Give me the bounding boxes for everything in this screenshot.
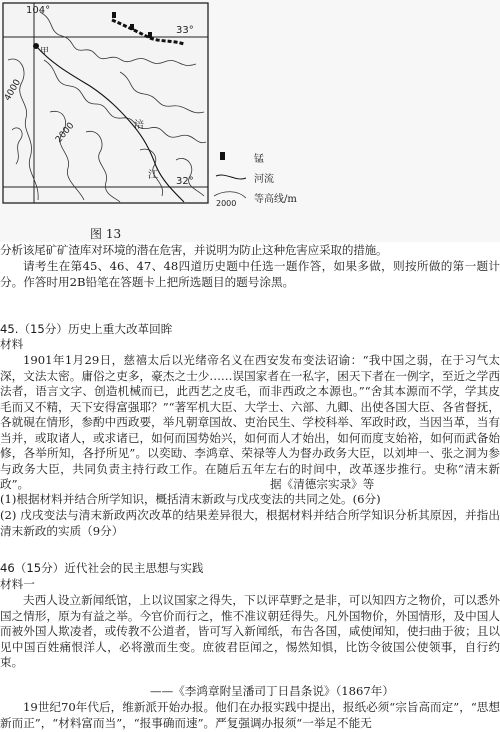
q45-subquestion-2: (2) 戊戌变法与清末新政两次改革的结果差异很大，根据材料并结合所学知识分析其原因，并指出清末新政的实质（9分）: [0, 508, 500, 538]
map-figure-13: [0, 0, 500, 242]
q46-source: ——《李鸿章附呈潘司丁日昌条说》（1867年）: [150, 684, 394, 698]
q46-material-label: 材料一: [0, 577, 35, 591]
river-label-1: 涪: [134, 120, 144, 131]
longitude-label: 104°: [26, 5, 51, 16]
place-marker: [33, 43, 39, 49]
mine-legend-icon: [220, 152, 225, 160]
contour-label-2000: 2000: [54, 121, 77, 145]
q45-source: 据《清德宗实录》等: [270, 477, 375, 491]
contour-legend-value: 2000: [216, 199, 237, 208]
q46-paragraph-2: 19世纪70年代后，维新派开始办报。他们在办报实践中提出，报纸必须“宗旨高而定”，“思想新而正”，“材料富而当”，“报事确而速”。严复强调办报须“一举足不能无: [0, 700, 500, 730]
question-tail: 分析该尾矿矿渣库对环境的潜在危害，并说明为防止这种危害应采取的措施。: [0, 243, 388, 257]
q46-material: [0, 593, 500, 671]
river-legend-label: 河流: [254, 174, 274, 185]
q46-material-text: 夫西人设立新闻纸馆，上以议国家之得失，下以评草野之是非，可以知四方之物价，可以悉外国之情形，原为有益之举。今官价而行之，惟不准议朝廷得失。凡外国物价，外国情形，及中国人而被外国人欺凌者，或传教不公道者，皆可写入新闻纸，布告各国，咸使闻知，使扫曲于彼；且以见中国百姓痛恨洋人，必将激而生变。庶彼君臣闻之，惕然知惧，比饬令彼国公使领事，自行约束。: [0, 593, 500, 669]
latitude-label-33: 33°: [176, 25, 194, 36]
q46-paragraph-2-block: [0, 700, 500, 731]
place-label: 甲: [40, 47, 50, 57]
q45-subquestion-1: (1)根据材料并结合所学知识，概括清末新政与戊戌变法的共同之处。(6分): [0, 492, 381, 506]
contour-legend-label: 等高线/m: [254, 194, 297, 205]
q45-material-label: 材料: [0, 337, 24, 351]
latitude-label-32: 32°: [176, 176, 194, 187]
river-label-2: 江: [148, 170, 158, 181]
contour-label-4000: 4000: [2, 77, 24, 103]
q45-subquestion-2-block: [0, 508, 500, 539]
instructions: [0, 259, 500, 290]
q46-title: 46（15分）近代社会的民主思想与实践: [0, 561, 204, 575]
instructions-text: 请考生在第45、46、47、48四道历史题中任选一题作答，如果多做，则按所做的第一题计分。作答时用2B铅笔在答题卡上把所选题目的题号涂黑。: [0, 259, 500, 289]
mine-legend-label: 锰: [254, 154, 264, 165]
q45-title: 45.（15分）历史上重大改革回眸: [0, 322, 173, 336]
q45-material-text: 1901年1月29日，慈禧太后以光绪帝名义在西安发布变法诏谕：“我中国之弱，在于习气太深，文法太密。庸俗之吏多，豪杰之士少……误国家者在一私字，困天下者在一例字，至近之学西法者，语言文字、创造机械而已，此西艺之皮毛，而非西政之本源也。”“舍其本源而不学，学其皮毛而又不精，天下安得富强耶？”“著军机大臣、大学士、六部、九卿、出使各国大臣、各省督抚，各就硯在情形，参酌中西政要，举凡朝章国故、吏治民生、学校科举、军政时政，当因当革，当有当并，或取诸人，或求诸已，如何而国势始兴，如何而人才始出，如何而度支始裕，如何而武备始修，各举所知，各抒所见”。以奕劻、李鸿章、荣禄等人为督办政务大臣，以刘坤一、张之洞为参与政务大臣，共同负责主持行政工作。在随后五年左右的时间中，改革逐步推行。史称“清末新政”。: [0, 353, 500, 491]
figure-caption: 图 13: [90, 227, 122, 241]
q45-material: [0, 353, 500, 493]
